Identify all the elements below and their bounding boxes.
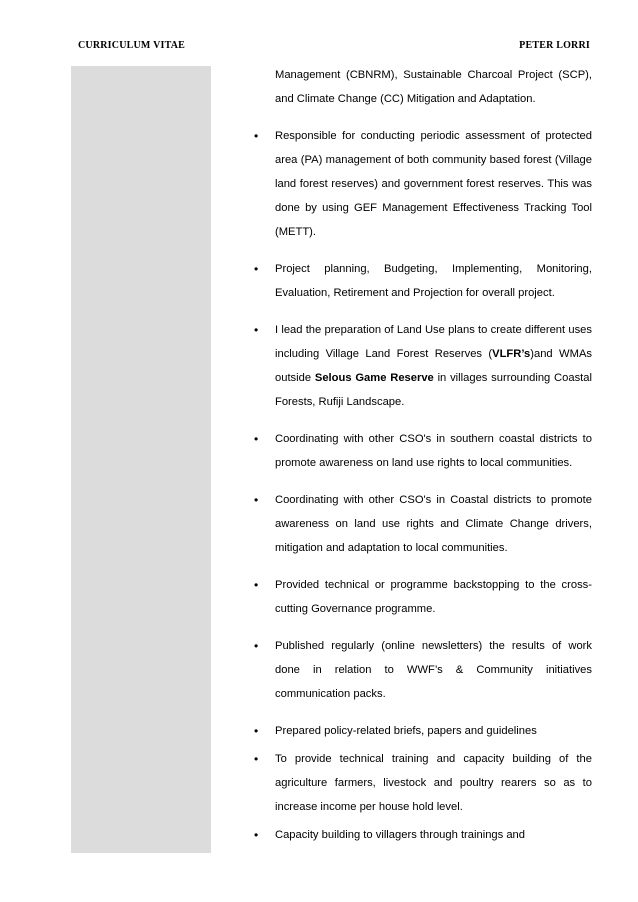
list-item: • Capacity building to villagers through trainings and: [240, 823, 592, 847]
header-title: CURRICULUM VITAE: [78, 40, 186, 51]
continuation-paragraph: Management (CBNRM), Sustainable Charcoal Project (SCP), and Climate Change (CC) Mitigation and Adaptation.: [275, 69, 592, 105]
list-item: • Published regularly (online newsletters) the results of work done in relation to WWF’s & Community initiatives communication packs.: [240, 634, 592, 706]
list-item-text: in villages surrounding Coastal Forests, Rufiji Landscape.: [275, 372, 592, 408]
list-item: • Responsible for conducting periodic assessment of protected area (PA) management of both community based forest (Village land forest reserves) and government forest reserves. This was done by using GEF Management Effectiveness Tracking Tool (METT).: [240, 124, 592, 244]
list-item: • Coordinating with other CSO's in Coastal districts to promote awareness on land use rights and Climate Change drivers, mitigation and adaptation to local communities.: [240, 488, 592, 560]
list-item: • Prepared policy-related briefs, papers and guidelines: [240, 719, 592, 743]
list-item-text: )and WMAs outside: [275, 348, 592, 384]
responsibilities-list: [240, 124, 592, 847]
list-item: • Project planning, Budgeting, Implementing, Monitoring, Evaluation, Retirement and Projection for overall project.: [240, 257, 592, 305]
list-item-bold-term: Selous Game Reserve: [314, 372, 434, 384]
list-item-text: I lead the preparation of Land Use plans to create different uses including Village Land Forest Reserves (: [275, 324, 592, 360]
sidebar-column: [71, 66, 211, 853]
list-item: • To provide technical training and capacity building of the agriculture farmers, livestock and poultry rearers so as to increase income per house hold level.: [240, 747, 592, 819]
list-item-bold-term: VLFR’s: [492, 348, 531, 360]
page-header: [78, 40, 590, 51]
list-item: • Provided technical or programme backstopping to the cross-cutting Governance programme.: [240, 573, 592, 621]
main-content: [240, 63, 592, 847]
list-item: [240, 318, 592, 414]
header-name: PETER LORRI: [519, 40, 590, 51]
list-item: • Coordinating with other CSO's in southern coastal districts to promote awareness on land use rights to local communities.: [240, 427, 592, 475]
